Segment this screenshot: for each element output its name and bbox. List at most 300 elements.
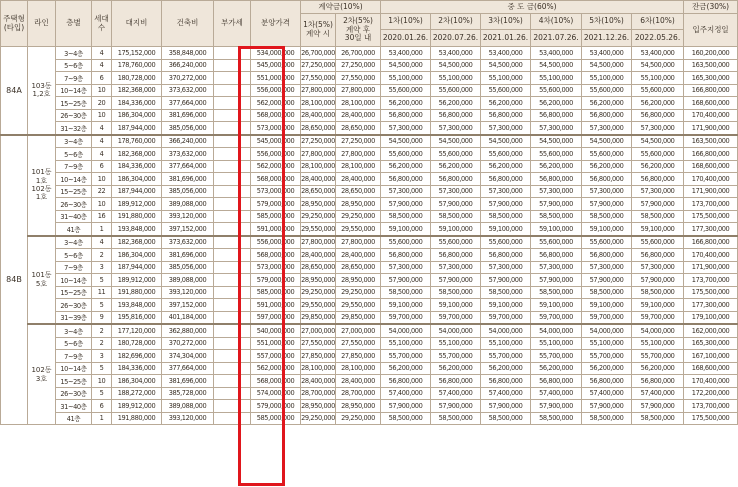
table-row <box>1 59 738 72</box>
floor-cell: 41층 <box>56 223 92 236</box>
units-cell: 4 <box>92 135 112 148</box>
middle-4-cell: 58,500,000 <box>531 286 582 299</box>
building-cost-cell: 385,056,000 <box>162 185 214 198</box>
building-cost-cell: 385,056,000 <box>162 122 214 135</box>
building-cost-cell: 373,632,000 <box>162 148 214 161</box>
units-cell: 5 <box>92 362 112 375</box>
middle-6-cell: 56,200,000 <box>632 362 684 375</box>
header-middle-date-2: 2020.07.26. <box>431 30 481 47</box>
deposit-1-cell: 27,550,000 <box>301 72 336 85</box>
middle-4-cell: 56,200,000 <box>531 362 582 375</box>
sale-price-cell: 574,000,000 <box>251 387 301 400</box>
middle-6-cell: 57,300,000 <box>632 261 684 274</box>
floor-cell: 31~32층 <box>56 122 92 135</box>
header-units: 세대 수 <box>92 1 112 47</box>
vat-cell <box>214 72 251 85</box>
deposit-1-cell: 29,550,000 <box>301 299 336 312</box>
deposit-2-cell: 28,400,000 <box>336 375 381 388</box>
middle-6-cell: 55,700,000 <box>632 350 684 363</box>
sale-price-cell: 556,000,000 <box>251 236 301 249</box>
land-cost-cell: 189,912,000 <box>112 198 162 211</box>
middle-2-cell: 57,900,000 <box>431 274 481 287</box>
middle-5-cell: 57,300,000 <box>582 185 632 198</box>
header-land-cost: 대지비 <box>112 1 162 47</box>
building-cost-cell: 381,696,000 <box>162 109 214 122</box>
units-cell: 4 <box>92 59 112 72</box>
middle-1-cell: 55,100,000 <box>381 337 431 350</box>
middle-1-cell: 57,900,000 <box>381 198 431 211</box>
building-cost-cell: 358,848,000 <box>162 47 214 60</box>
deposit-1-cell: 29,250,000 <box>301 412 336 425</box>
vat-cell <box>214 249 251 262</box>
balance-cell: 166,800,000 <box>684 84 738 97</box>
middle-6-cell: 53,400,000 <box>632 47 684 60</box>
middle-6-cell: 57,300,000 <box>632 122 684 135</box>
middle-3-cell: 56,200,000 <box>481 97 531 110</box>
header-deposit-2: 2차(5%) 계약 후 30일 내 <box>336 14 381 47</box>
land-cost-cell: 189,912,000 <box>112 274 162 287</box>
deposit-1-cell: 28,650,000 <box>301 122 336 135</box>
middle-3-cell: 56,800,000 <box>481 249 531 262</box>
vat-cell <box>214 135 251 148</box>
middle-2-cell: 54,000,000 <box>431 324 481 337</box>
balance-cell: 175,500,000 <box>684 210 738 223</box>
floor-cell: 10~14층 <box>56 362 92 375</box>
units-cell: 2 <box>92 337 112 350</box>
deposit-2-cell: 28,400,000 <box>336 109 381 122</box>
vat-cell <box>214 286 251 299</box>
middle-1-cell: 56,800,000 <box>381 109 431 122</box>
middle-5-cell: 56,800,000 <box>582 249 632 262</box>
unit-type-cell: 84A <box>1 47 28 135</box>
unit-type-cell: 84B <box>1 135 28 425</box>
middle-5-cell: 54,500,000 <box>582 59 632 72</box>
middle-1-cell: 57,900,000 <box>381 274 431 287</box>
middle-6-cell: 57,400,000 <box>632 387 684 400</box>
floor-cell: 7~9층 <box>56 160 92 173</box>
deposit-1-cell: 27,800,000 <box>301 84 336 97</box>
floor-cell: 5~6층 <box>56 59 92 72</box>
middle-3-cell: 57,900,000 <box>481 274 531 287</box>
sale-price-cell: 591,000,000 <box>251 223 301 236</box>
sale-price-cell: 585,000,000 <box>251 412 301 425</box>
floor-cell: 31~39층 <box>56 311 92 324</box>
middle-1-cell: 56,800,000 <box>381 375 431 388</box>
header-middle-1: 1차(10%) <box>381 14 431 30</box>
deposit-2-cell: 27,250,000 <box>336 135 381 148</box>
building-cost-cell: 370,272,000 <box>162 72 214 85</box>
middle-5-cell: 56,200,000 <box>582 97 632 110</box>
header-middle-6: 6차(10%) <box>632 14 684 30</box>
header-line: 라인 <box>28 1 56 47</box>
floor-cell: 31~40층 <box>56 400 92 413</box>
building-cost-cell: 385,056,000 <box>162 261 214 274</box>
land-cost-cell: 186,304,000 <box>112 109 162 122</box>
land-cost-cell: 191,880,000 <box>112 210 162 223</box>
line-cell: 101동 1호 102동 1호 <box>28 135 56 236</box>
building-cost-cell: 370,272,000 <box>162 337 214 350</box>
line-cell: 101동 5호 <box>28 236 56 325</box>
middle-3-cell: 56,200,000 <box>481 160 531 173</box>
header-middle-date-4: 2021.07.26. <box>531 30 582 47</box>
floor-cell: 3~4층 <box>56 135 92 148</box>
table-row <box>1 286 738 299</box>
land-cost-cell: 182,368,000 <box>112 84 162 97</box>
deposit-1-cell: 29,250,000 <box>301 210 336 223</box>
middle-6-cell: 57,300,000 <box>632 185 684 198</box>
middle-4-cell: 59,100,000 <box>531 299 582 312</box>
building-cost-cell: 381,696,000 <box>162 173 214 186</box>
table-row <box>1 135 738 148</box>
middle-6-cell: 57,900,000 <box>632 400 684 413</box>
header-building-cost: 건축비 <box>162 1 214 47</box>
vat-cell <box>214 210 251 223</box>
deposit-1-cell: 28,400,000 <box>301 173 336 186</box>
middle-4-cell: 55,600,000 <box>531 84 582 97</box>
middle-3-cell: 57,400,000 <box>481 387 531 400</box>
vat-cell <box>214 337 251 350</box>
building-cost-cell: 393,120,000 <box>162 286 214 299</box>
middle-4-cell: 55,600,000 <box>531 236 582 249</box>
units-cell: 3 <box>92 350 112 363</box>
units-cell: 3 <box>92 261 112 274</box>
header-vat: 부가세 <box>214 1 251 47</box>
land-cost-cell: 186,304,000 <box>112 173 162 186</box>
balance-cell: 171,900,000 <box>684 261 738 274</box>
middle-1-cell: 57,300,000 <box>381 261 431 274</box>
balance-cell: 173,700,000 <box>684 198 738 211</box>
middle-4-cell: 55,600,000 <box>531 148 582 161</box>
units-cell: 6 <box>92 400 112 413</box>
building-cost-cell: 366,240,000 <box>162 59 214 72</box>
deposit-2-cell: 28,950,000 <box>336 198 381 211</box>
building-cost-cell: 366,240,000 <box>162 135 214 148</box>
middle-6-cell: 55,600,000 <box>632 84 684 97</box>
balance-cell: 172,200,000 <box>684 387 738 400</box>
units-cell: 2 <box>92 249 112 262</box>
middle-2-cell: 57,400,000 <box>431 387 481 400</box>
deposit-1-cell: 27,250,000 <box>301 135 336 148</box>
middle-4-cell: 55,700,000 <box>531 350 582 363</box>
header-sale-price: 분양가격 <box>251 1 301 47</box>
middle-2-cell: 58,500,000 <box>431 210 481 223</box>
deposit-2-cell: 26,700,000 <box>336 47 381 60</box>
middle-1-cell: 57,300,000 <box>381 122 431 135</box>
middle-3-cell: 55,600,000 <box>481 84 531 97</box>
middle-1-cell: 55,600,000 <box>381 236 431 249</box>
deposit-2-cell: 28,100,000 <box>336 160 381 173</box>
middle-3-cell: 59,100,000 <box>481 299 531 312</box>
vat-cell <box>214 122 251 135</box>
land-cost-cell: 184,336,000 <box>112 362 162 375</box>
middle-5-cell: 56,800,000 <box>582 173 632 186</box>
floor-cell: 15~25층 <box>56 97 92 110</box>
vat-cell <box>214 109 251 122</box>
table-row <box>1 350 738 363</box>
middle-5-cell: 56,200,000 <box>582 160 632 173</box>
sale-price-cell: 545,000,000 <box>251 59 301 72</box>
middle-3-cell: 54,000,000 <box>481 324 531 337</box>
units-cell: 4 <box>92 236 112 249</box>
units-cell: 4 <box>92 148 112 161</box>
table-row <box>1 97 738 110</box>
header-floor: 층별 <box>56 1 92 47</box>
middle-5-cell: 54,000,000 <box>582 324 632 337</box>
middle-5-cell: 55,600,000 <box>582 84 632 97</box>
building-cost-cell: 393,120,000 <box>162 210 214 223</box>
middle-3-cell: 55,100,000 <box>481 72 531 85</box>
middle-3-cell: 57,300,000 <box>481 261 531 274</box>
middle-2-cell: 56,200,000 <box>431 160 481 173</box>
balance-cell: 170,400,000 <box>684 249 738 262</box>
units-cell: 16 <box>92 210 112 223</box>
table-row <box>1 400 738 413</box>
middle-6-cell: 59,100,000 <box>632 299 684 312</box>
deposit-2-cell: 28,400,000 <box>336 249 381 262</box>
building-cost-cell: 374,304,000 <box>162 350 214 363</box>
balance-cell: 175,500,000 <box>684 286 738 299</box>
deposit-2-cell: 27,800,000 <box>336 236 381 249</box>
middle-5-cell: 59,700,000 <box>582 311 632 324</box>
units-cell: 4 <box>92 122 112 135</box>
building-cost-cell: 389,088,000 <box>162 198 214 211</box>
middle-2-cell: 56,800,000 <box>431 173 481 186</box>
deposit-1-cell: 28,100,000 <box>301 97 336 110</box>
sale-price-cell: 545,000,000 <box>251 135 301 148</box>
middle-2-cell: 54,500,000 <box>431 135 481 148</box>
vat-cell <box>214 97 251 110</box>
units-cell: 11 <box>92 286 112 299</box>
deposit-1-cell: 27,800,000 <box>301 148 336 161</box>
header-deposit-1: 1차(5%) 계약 시 <box>301 14 336 47</box>
building-cost-cell: 373,632,000 <box>162 84 214 97</box>
middle-1-cell: 53,400,000 <box>381 47 431 60</box>
land-cost-cell: 189,912,000 <box>112 400 162 413</box>
land-cost-cell: 177,120,000 <box>112 324 162 337</box>
middle-1-cell: 56,200,000 <box>381 97 431 110</box>
units-cell: 22 <box>92 185 112 198</box>
balance-cell: 171,900,000 <box>684 122 738 135</box>
middle-2-cell: 53,400,000 <box>431 47 481 60</box>
middle-6-cell: 56,200,000 <box>632 97 684 110</box>
middle-5-cell: 59,100,000 <box>582 299 632 312</box>
vat-cell <box>214 47 251 60</box>
sale-price-cell: 573,000,000 <box>251 185 301 198</box>
building-cost-cell: 362,880,000 <box>162 324 214 337</box>
middle-4-cell: 59,100,000 <box>531 223 582 236</box>
units-cell: 1 <box>92 412 112 425</box>
sale-price-cell: 540,000,000 <box>251 324 301 337</box>
table-row <box>1 185 738 198</box>
middle-6-cell: 57,900,000 <box>632 274 684 287</box>
sale-price-cell: 551,000,000 <box>251 72 301 85</box>
land-cost-cell: 180,728,000 <box>112 72 162 85</box>
sale-price-cell: 573,000,000 <box>251 122 301 135</box>
vat-cell <box>214 375 251 388</box>
land-cost-cell: 193,848,000 <box>112 223 162 236</box>
building-cost-cell: 401,184,000 <box>162 311 214 324</box>
middle-3-cell: 59,700,000 <box>481 311 531 324</box>
middle-4-cell: 54,000,000 <box>531 324 582 337</box>
vat-cell <box>214 223 251 236</box>
table-row <box>1 375 738 388</box>
middle-2-cell: 55,100,000 <box>431 337 481 350</box>
middle-4-cell: 54,500,000 <box>531 135 582 148</box>
header-middle-date-1: 2020.01.26. <box>381 30 431 47</box>
table-header <box>1 1 738 47</box>
floor-cell: 10~14층 <box>56 173 92 186</box>
middle-3-cell: 53,400,000 <box>481 47 531 60</box>
table-row <box>1 324 738 337</box>
middle-3-cell: 56,800,000 <box>481 173 531 186</box>
land-cost-cell: 186,304,000 <box>112 249 162 262</box>
middle-3-cell: 54,500,000 <box>481 135 531 148</box>
middle-2-cell: 54,500,000 <box>431 59 481 72</box>
table-row <box>1 47 738 60</box>
header-middle-group: 중 도 금(60%) <box>381 1 684 14</box>
middle-4-cell: 56,200,000 <box>531 97 582 110</box>
balance-cell: 163,500,000 <box>684 59 738 72</box>
units-cell: 5 <box>92 299 112 312</box>
building-cost-cell: 381,696,000 <box>162 249 214 262</box>
land-cost-cell: 195,816,000 <box>112 311 162 324</box>
deposit-2-cell: 27,800,000 <box>336 84 381 97</box>
middle-1-cell: 57,400,000 <box>381 387 431 400</box>
middle-2-cell: 57,300,000 <box>431 185 481 198</box>
floor-cell: 26~30층 <box>56 109 92 122</box>
deposit-2-cell: 27,850,000 <box>336 350 381 363</box>
deposit-2-cell: 28,950,000 <box>336 274 381 287</box>
middle-3-cell: 57,300,000 <box>481 185 531 198</box>
vat-cell <box>214 148 251 161</box>
sale-price-cell: 562,000,000 <box>251 362 301 375</box>
middle-6-cell: 58,500,000 <box>632 210 684 223</box>
middle-3-cell: 57,900,000 <box>481 198 531 211</box>
building-cost-cell: 377,664,000 <box>162 160 214 173</box>
sale-price-cell: 562,000,000 <box>251 97 301 110</box>
header-balance-group: 잔금(30%) <box>684 1 738 14</box>
table-row <box>1 236 738 249</box>
middle-5-cell: 59,100,000 <box>582 223 632 236</box>
middle-3-cell: 55,600,000 <box>481 236 531 249</box>
middle-5-cell: 57,300,000 <box>582 122 632 135</box>
middle-1-cell: 55,700,000 <box>381 350 431 363</box>
land-cost-cell: 178,760,000 <box>112 135 162 148</box>
deposit-2-cell: 27,800,000 <box>336 148 381 161</box>
sale-price-cell: 579,000,000 <box>251 400 301 413</box>
units-cell: 4 <box>92 47 112 60</box>
vat-cell <box>214 59 251 72</box>
deposit-2-cell: 28,700,000 <box>336 387 381 400</box>
deposit-1-cell: 28,950,000 <box>301 400 336 413</box>
middle-1-cell: 54,500,000 <box>381 59 431 72</box>
balance-cell: 173,700,000 <box>684 274 738 287</box>
building-cost-cell: 377,664,000 <box>162 362 214 375</box>
floor-cell: 5~6층 <box>56 337 92 350</box>
deposit-2-cell: 28,650,000 <box>336 185 381 198</box>
middle-5-cell: 55,600,000 <box>582 236 632 249</box>
middle-6-cell: 55,600,000 <box>632 148 684 161</box>
land-cost-cell: 182,696,000 <box>112 350 162 363</box>
deposit-2-cell: 29,250,000 <box>336 412 381 425</box>
deposit-1-cell: 29,550,000 <box>301 223 336 236</box>
balance-cell: 175,500,000 <box>684 412 738 425</box>
table-row <box>1 362 738 375</box>
sale-price-cell: 579,000,000 <box>251 198 301 211</box>
deposit-1-cell: 26,700,000 <box>301 47 336 60</box>
middle-2-cell: 55,700,000 <box>431 350 481 363</box>
units-cell: 9 <box>92 311 112 324</box>
middle-6-cell: 59,100,000 <box>632 223 684 236</box>
middle-2-cell: 56,800,000 <box>431 375 481 388</box>
sale-price-cell: 557,000,000 <box>251 350 301 363</box>
header-middle-4: 4차(10%) <box>531 14 582 30</box>
middle-4-cell: 57,300,000 <box>531 122 582 135</box>
table-row <box>1 198 738 211</box>
middle-1-cell: 59,100,000 <box>381 223 431 236</box>
middle-3-cell: 55,700,000 <box>481 350 531 363</box>
units-cell: 10 <box>92 198 112 211</box>
middle-2-cell: 57,900,000 <box>431 400 481 413</box>
land-cost-cell: 175,152,000 <box>112 47 162 60</box>
balance-cell: 170,400,000 <box>684 173 738 186</box>
header-middle-date-6: 2022.05.26. <box>632 30 684 47</box>
middle-1-cell: 58,500,000 <box>381 210 431 223</box>
vat-cell <box>214 324 251 337</box>
floor-cell: 10~14층 <box>56 84 92 97</box>
sale-price-cell: 556,000,000 <box>251 84 301 97</box>
floor-cell: 7~9층 <box>56 72 92 85</box>
land-cost-cell: 184,336,000 <box>112 97 162 110</box>
middle-6-cell: 58,500,000 <box>632 412 684 425</box>
middle-6-cell: 54,500,000 <box>632 135 684 148</box>
middle-5-cell: 56,200,000 <box>582 362 632 375</box>
middle-5-cell: 57,400,000 <box>582 387 632 400</box>
balance-cell: 167,100,000 <box>684 350 738 363</box>
floor-cell: 31~40층 <box>56 210 92 223</box>
middle-5-cell: 57,900,000 <box>582 274 632 287</box>
middle-4-cell: 54,500,000 <box>531 59 582 72</box>
middle-6-cell: 56,200,000 <box>632 160 684 173</box>
floor-cell: 7~9층 <box>56 261 92 274</box>
floor-cell: 3~4층 <box>56 236 92 249</box>
sale-price-cell: 562,000,000 <box>251 160 301 173</box>
deposit-2-cell: 29,250,000 <box>336 286 381 299</box>
middle-3-cell: 57,900,000 <box>481 400 531 413</box>
middle-2-cell: 58,500,000 <box>431 412 481 425</box>
middle-4-cell: 53,400,000 <box>531 47 582 60</box>
deposit-1-cell: 28,650,000 <box>301 185 336 198</box>
middle-5-cell: 58,500,000 <box>582 286 632 299</box>
vat-cell <box>214 198 251 211</box>
vat-cell <box>214 350 251 363</box>
deposit-2-cell: 28,100,000 <box>336 362 381 375</box>
middle-2-cell: 56,800,000 <box>431 109 481 122</box>
vat-cell <box>214 412 251 425</box>
middle-4-cell: 58,500,000 <box>531 412 582 425</box>
balance-cell: 165,300,000 <box>684 72 738 85</box>
middle-1-cell: 58,500,000 <box>381 412 431 425</box>
middle-3-cell: 56,800,000 <box>481 375 531 388</box>
middle-5-cell: 53,400,000 <box>582 47 632 60</box>
vat-cell <box>214 274 251 287</box>
land-cost-cell: 191,880,000 <box>112 412 162 425</box>
middle-4-cell: 56,800,000 <box>531 173 582 186</box>
building-cost-cell: 397,152,000 <box>162 223 214 236</box>
middle-6-cell: 55,100,000 <box>632 72 684 85</box>
sale-price-cell: 551,000,000 <box>251 337 301 350</box>
table-row <box>1 223 738 236</box>
